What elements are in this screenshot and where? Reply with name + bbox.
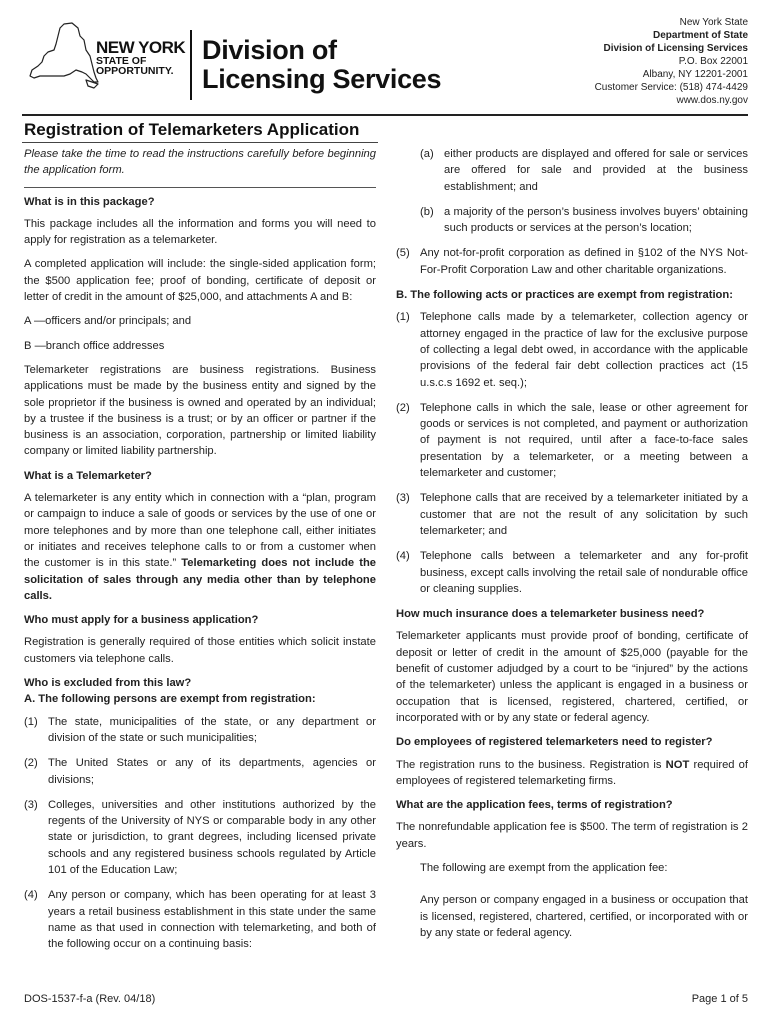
exempt-person-item-5 <box>396 245 748 278</box>
division-name-line1: Division of <box>202 35 337 65</box>
logo-text-opportunity: OPPORTUNITY. <box>96 65 174 77</box>
logo-text-state-of: STATE OF <box>96 55 147 67</box>
agency-address-block <box>595 16 748 107</box>
item-text: Telephone calls that are received by a telemarketer initiated by a customer that are not the result of any solicitation by such telemarketer; and <box>420 492 748 537</box>
address-po-box: P.O. Box 22001 <box>678 56 748 67</box>
new-york-state-map-icon <box>24 20 102 98</box>
intro-divider <box>24 187 376 188</box>
item-text: Colleges, universities and other institutions authorized by the regents of the University of NYS or comparable body in any other state or jurisdiction, to grant degrees, including licensed private schools and any registered business schools regulated by Article 101 of the Education Law; <box>48 798 376 876</box>
heading-who-excluded: Who is excluded from this law? <box>24 677 192 690</box>
item-number: (3) <box>396 492 410 505</box>
telemarketer-definition-text: A telemarketer is any entity which in connection with a “plan, program or campaign to induce a sale of goods or services by the use of one or more telephones and by more than one telephone call, either initiates or initiates and receives telephone calls to or from a customer when the customer is in this state.” <box>24 492 376 570</box>
item-number: (b) <box>420 205 434 218</box>
item-text: Telephone calls between a telemarketer and any for-profit business, except calls involving the retail sale of nondurable office or cleaning supplies. <box>420 550 748 595</box>
address-state: New York State <box>679 17 748 28</box>
address-phone: Customer Service: (518) 474-4429 <box>594 82 748 93</box>
right-column <box>396 146 748 949</box>
exempt-person-item <box>24 797 376 878</box>
title-divider <box>22 142 378 143</box>
item-number: (5) <box>396 247 410 260</box>
package-paragraph-2: A completed application will include: the single-sided application form; the $500 application fee; proof of bonding, certificate of deposit or letter of credit in the amount of $25,000, and attachments A and B: <box>24 258 376 304</box>
form-identifier: DOS-1537-f-a (Rev. 04/18) <box>24 993 156 1005</box>
employees-text-2: required of employees of registered telemarketing firms. <box>396 758 749 787</box>
logo-divider <box>190 30 192 100</box>
heading-fees: What are the application fees, terms of registration? <box>396 799 673 812</box>
heading-exempt-acts: B. The following acts or practices are exempt from registration: <box>396 289 733 302</box>
item-number: (3) <box>24 798 38 811</box>
employees-paragraph <box>396 757 748 790</box>
attachment-a: A —officers and/or principals; and <box>24 315 192 328</box>
insurance-paragraph: Telemarketer applicants must provide proof of bonding, certificate of deposit or letter of credit in the amount of $25,000 (payable for the benefit of customer adjudged by a court to be “injured” by the actions of the telemarketer) unless the applicant is engaged in a business or occupation that is licensed, registered, chartered, certified, or incorporated with or by any state or federal agency. <box>396 630 748 724</box>
item-number: (4) <box>24 889 38 902</box>
item-number: (a) <box>420 148 434 160</box>
heading-what-is-telemarketer: What is a Telemarketer? <box>24 469 152 482</box>
item-text: The United States or any of its departments, agencies or divisions; <box>48 757 376 786</box>
attachment-b: B —branch office addresses <box>24 339 165 352</box>
item-number: (1) <box>24 715 38 728</box>
item-number: (2) <box>24 757 38 770</box>
item-text: Any person or company, which has been operating for at least 3 years a retail business establishment in this state under the same name as that used in connection with telemarketing, and both of the following occur on a continuing basis: <box>48 889 376 951</box>
item-number: (1) <box>396 311 410 324</box>
telemarketer-definition-bold: Telemarketing does not include the solicitation of sales through any media other than by telephone calls. <box>24 557 377 602</box>
heading-insurance: How much insurance does a telemarketer business need? <box>396 608 705 621</box>
address-division: Division of Licensing Services <box>603 43 748 54</box>
page-number: Page 1 of 5 <box>691 993 748 1005</box>
item-number: (4) <box>396 550 410 563</box>
header-divider <box>22 114 748 116</box>
heading-exempt-persons: A. The following persons are exempt from registration: <box>24 693 316 706</box>
heading-employees: Do employees of registered telemarketers need to register? <box>396 736 713 749</box>
fee-exempt-intro: The following are exempt from the application fee: <box>420 861 668 874</box>
exempt-person-item <box>24 755 376 788</box>
package-paragraph-1: This package includes all the information and forms you will need to apply for registration as a telemarketer. <box>24 217 376 247</box>
item-text: Any not-for-profit corporation as defined in §102 of the NYS Not-For-Profit Corporation Law and other charitable organizations. <box>420 247 748 276</box>
page-title: Registration of Telemarketers Application <box>24 120 360 139</box>
exempt-act-item <box>396 490 748 539</box>
address-city: Albany, NY 12201-2001 <box>642 69 748 80</box>
logo-text-new-york: NEW YORK <box>96 38 186 57</box>
exempt-act-item <box>396 548 748 597</box>
heading-who-must-apply: Who must apply for a business application? <box>24 614 259 627</box>
who-must-apply-paragraph: Registration is generally required of those entities which solicit instate customers via telephone calls. <box>24 636 376 665</box>
address-website[interactable]: www.dos.ny.gov <box>676 95 748 106</box>
employees-text-1: The registration runs to the business. Registration is <box>396 758 666 771</box>
exempt-person-item <box>24 714 376 747</box>
left-column <box>24 146 376 961</box>
item-text: either products are displayed and offered for sale or services are offered for sale and provided at the business establishment; and <box>444 148 748 193</box>
item-text: Telephone calls made by a telemarketer, collection agency or attorney engaged in the practice of law for the exclusive purpose of collecting a legal debt owed, in accordance with the applicable provisions of the federal fair debt collection practices act (15 u.s.c.s 1692 et. seq.); <box>420 311 748 389</box>
address-department: Department of State <box>652 30 748 41</box>
division-name-line2: Licensing Services <box>202 64 442 94</box>
sub-item <box>396 146 748 195</box>
exempt-person-item <box>24 887 376 952</box>
heading-package: What is in this package? <box>24 195 155 208</box>
fee-exempt-item: Any person or company engaged in a business or occupation that is licensed, registered, chartered, certified, or incorporated with or by any state or federal agency. <box>420 894 748 939</box>
exempt-act-item <box>396 309 748 390</box>
sub-item <box>396 204 748 237</box>
item-text: The state, municipalities of the state, or any department or division of the state or such municipalities; <box>48 715 376 744</box>
intro-text: Please take the time to read the instructions carefully before beginning the application form. <box>24 148 376 177</box>
exempt-act-item <box>396 400 748 481</box>
employees-text-not: NOT <box>665 758 690 771</box>
item-text: a majority of the person’s business involves buyers’ obtaining such products or services at the person’s location; <box>444 205 748 235</box>
telemarketer-definition <box>24 490 376 604</box>
fees-paragraph: The nonrefundable application fee is $500. The term of registration is 2 years. <box>396 821 748 850</box>
item-number: (2) <box>396 401 410 414</box>
business-registration-paragraph: Telemarketer registrations are business registrations. Business applications must be made by the business entity and signed by the sole proprietor if the business is owned and operated by an individual; by a trustee if the business is a trust; or by an officer or partner if the business is an association, corporation, partnership or limited liability company or limited liability partnership. <box>24 363 376 458</box>
item-text: Telephone calls in which the sale, lease or other agreement for goods or services is not completed, and payment or authorization of payment is not required, until after a face-to-face sales presentation by a telemarketer, or a meeting between a telemarketer and customer; <box>420 401 748 480</box>
